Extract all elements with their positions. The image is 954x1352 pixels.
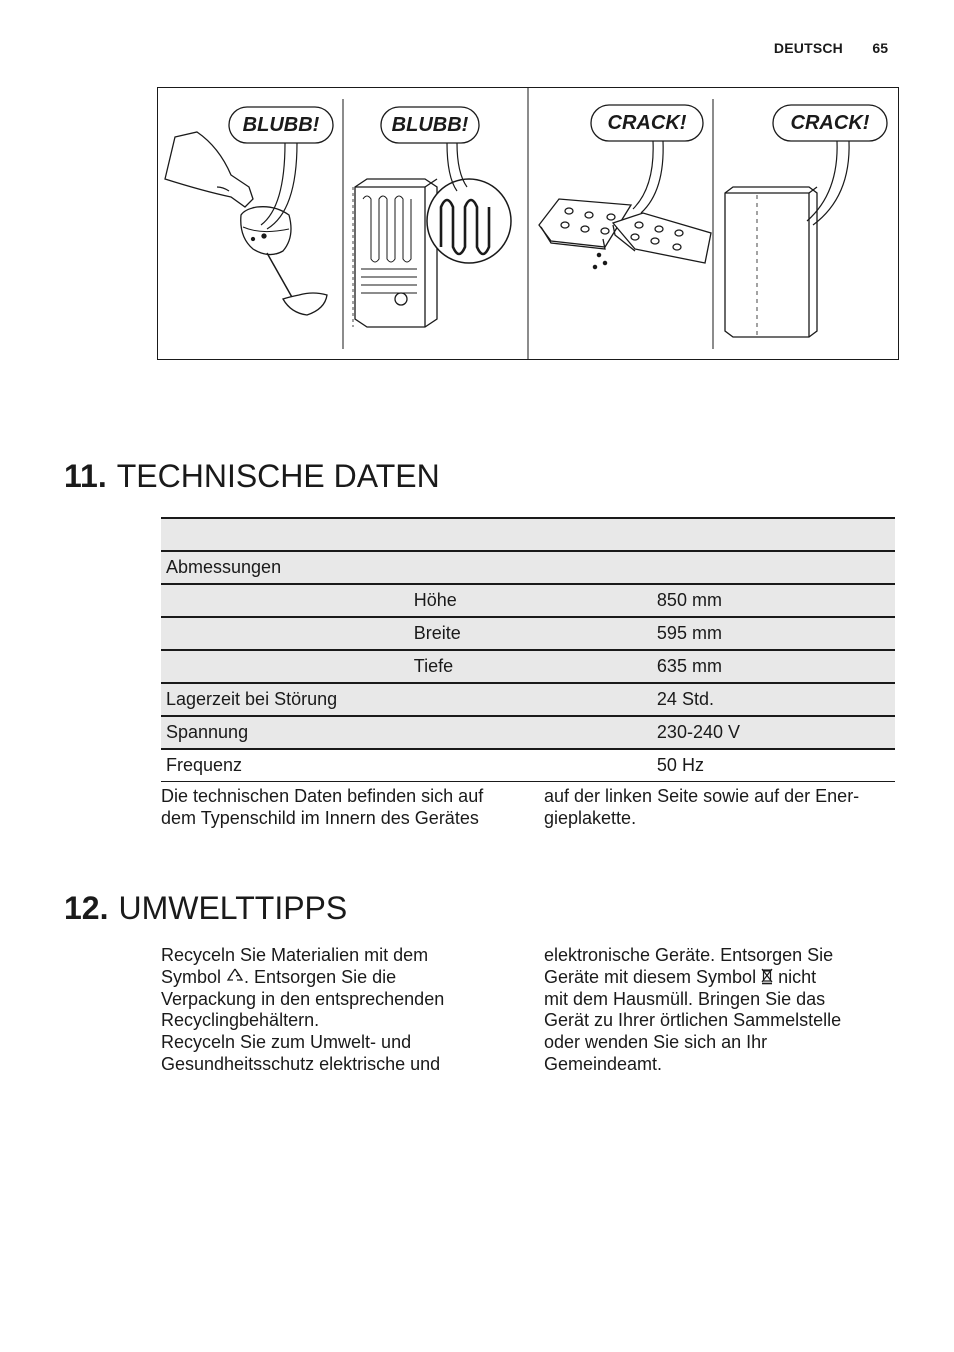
text-line: Gemeindeamt. bbox=[544, 1053, 663, 1074]
table-cell bbox=[161, 518, 409, 551]
table-cell: Spannung bbox=[161, 716, 409, 749]
technical-data-table bbox=[161, 517, 895, 782]
text-line: oder wenden Sie sich an Ihr bbox=[544, 1032, 768, 1053]
text-line: Recyclingbehältern. bbox=[161, 1010, 320, 1031]
table-cell: 50 Hz bbox=[652, 749, 895, 782]
recycling-icon bbox=[226, 967, 244, 985]
fridge-cabinet-icon bbox=[725, 187, 817, 337]
environment-text-right bbox=[544, 945, 841, 1076]
section-12-number: 12. bbox=[64, 890, 109, 926]
table-row bbox=[161, 650, 895, 683]
wine-bottle-glass-icon bbox=[165, 132, 327, 315]
bubble-2-text: BLUBB! bbox=[391, 114, 469, 136]
text-line: nicht bbox=[778, 966, 817, 987]
text-line: Recyceln Sie Materialien mit dem bbox=[161, 945, 429, 965]
table-cell bbox=[409, 551, 652, 584]
fridge-coils-icon bbox=[353, 179, 437, 327]
text-line: mit dem Hausmüll. Bringen Sie das bbox=[544, 988, 826, 1009]
text-line: Gesundheitsschutz elektrische und bbox=[161, 1053, 441, 1074]
header-language: DEUTSCH bbox=[773, 40, 843, 56]
environment-text-left bbox=[161, 945, 444, 1076]
table-cell: 850 mm bbox=[652, 584, 895, 617]
tech-data-note-right bbox=[544, 786, 859, 830]
table-row bbox=[161, 584, 895, 617]
text-line: Symbol bbox=[161, 966, 222, 987]
table-row bbox=[161, 518, 895, 551]
table-cell: Abmessungen bbox=[161, 551, 409, 584]
crossed-bin-icon bbox=[761, 967, 773, 985]
bubble-3-text: CRACK! bbox=[607, 112, 687, 134]
text-line: Geräte mit diesem Symbol bbox=[544, 966, 757, 987]
table-row bbox=[161, 683, 895, 716]
text-line: . Entsorgen Sie die bbox=[244, 966, 397, 987]
page-header bbox=[0, 38, 954, 58]
table-cell bbox=[652, 518, 895, 551]
ice-tray-crack-icon bbox=[539, 199, 711, 269]
bubble-1-text: BLUBB! bbox=[242, 114, 320, 136]
table-cell: Breite bbox=[409, 617, 652, 650]
table-cell: Höhe bbox=[409, 584, 652, 617]
table-row bbox=[161, 617, 895, 650]
table-cell bbox=[409, 683, 652, 716]
text-line: Die technischen Daten befinden sich auf bbox=[161, 786, 484, 806]
table-cell bbox=[409, 749, 652, 782]
section-11-title bbox=[64, 458, 440, 495]
section-12-heading: UMWELTTIPPS bbox=[118, 890, 348, 926]
table-cell bbox=[161, 617, 409, 650]
table-cell: 595 mm bbox=[652, 617, 895, 650]
noise-illustration bbox=[157, 87, 899, 360]
table-cell: 635 mm bbox=[652, 650, 895, 683]
section-11-number: 11. bbox=[64, 458, 107, 494]
table-cell: Frequenz bbox=[161, 749, 409, 782]
table-cell bbox=[161, 650, 409, 683]
text-line: dem Typenschild im Innern des Gerätes bbox=[161, 807, 479, 828]
text-line: elektronische Geräte. Entsorgen Sie bbox=[544, 945, 834, 965]
table-cell bbox=[409, 716, 652, 749]
text-line: gieplakette. bbox=[544, 807, 637, 828]
table-cell: Lagerzeit bei Störung bbox=[161, 683, 409, 716]
text-line: Gerät zu Ihrer örtlichen Sammelstelle bbox=[544, 1010, 842, 1031]
table-row bbox=[161, 716, 895, 749]
bubble-4-text: CRACK! bbox=[790, 112, 870, 134]
table-cell bbox=[409, 518, 652, 551]
section-11-heading: TECHNISCHE DATEN bbox=[116, 458, 440, 494]
text-line: Verpackung in den entsprechenden bbox=[161, 988, 445, 1009]
text-line: Recyceln Sie zum Umwelt- und bbox=[161, 1032, 412, 1053]
tech-data-note-left bbox=[161, 786, 483, 830]
table-cell: 230-240 V bbox=[652, 716, 895, 749]
text-line: auf der linken Seite sowie auf der Ener- bbox=[544, 786, 860, 806]
table-cell: 24 Std. bbox=[652, 683, 895, 716]
table-cell: Tiefe bbox=[409, 650, 652, 683]
table-cell bbox=[161, 584, 409, 617]
table-row bbox=[161, 551, 895, 584]
section-12-title bbox=[64, 890, 347, 927]
table-row bbox=[161, 749, 895, 782]
page-number: 65 bbox=[872, 40, 888, 56]
table-cell bbox=[652, 551, 895, 584]
